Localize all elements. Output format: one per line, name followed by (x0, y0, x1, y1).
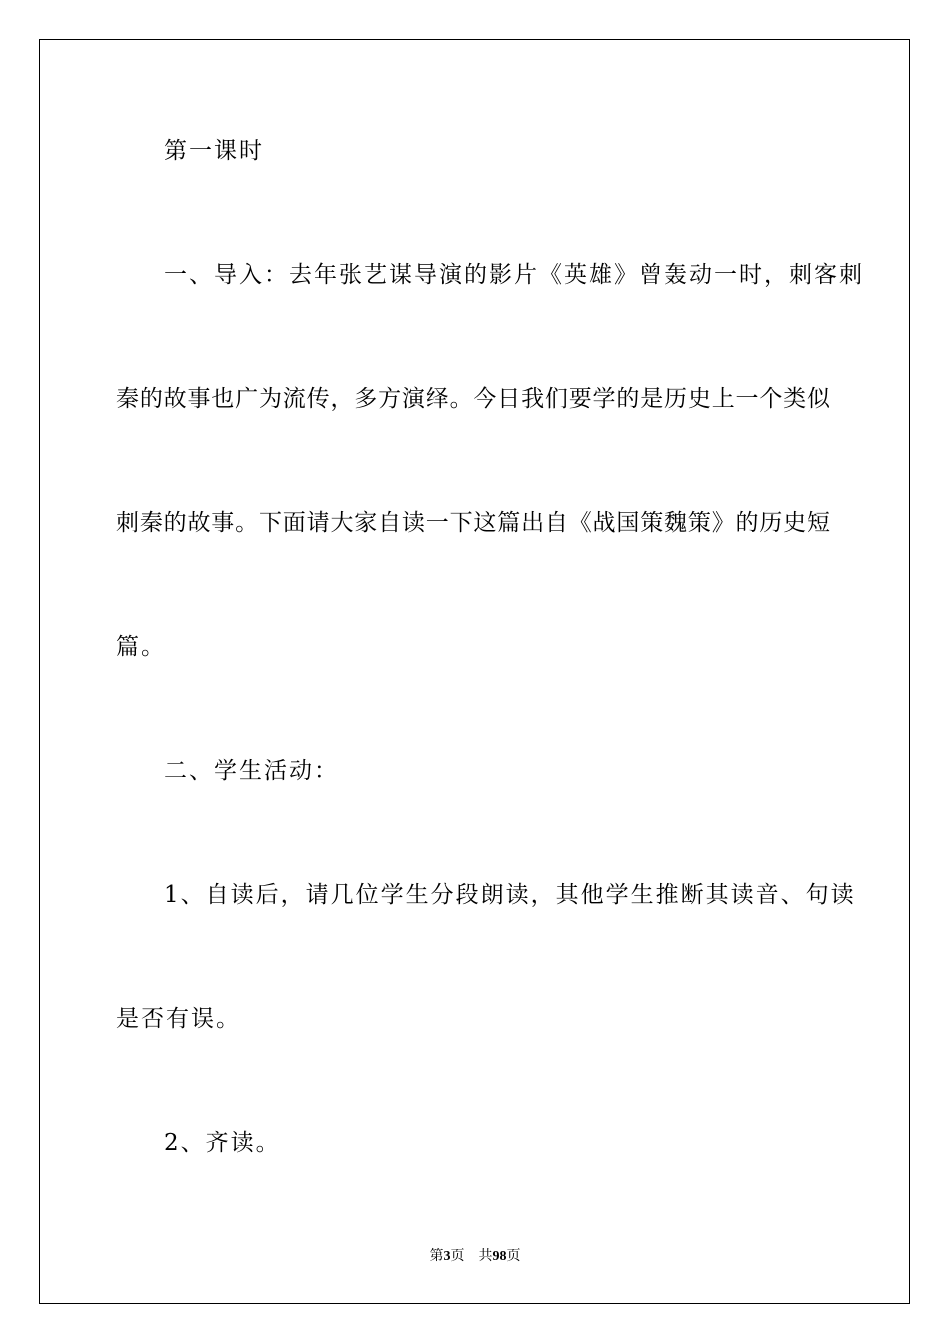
paragraph-line: 秦的故事也广为流传，多方演绎。今日我们要学的是历史上一个类似 (116, 386, 830, 412)
total-prefix: 共 (478, 1249, 493, 1264)
paragraph-line: 2、齐读。 (164, 1130, 281, 1156)
page-prefix: 第 (429, 1249, 444, 1264)
page-suffix: 页 (450, 1249, 465, 1264)
page-footer (0, 1248, 950, 1266)
paragraph-line: 一、导入：去年张艺谋导演的影片《英雄》曾轰动一时，刺客刺 (164, 262, 864, 288)
section-heading: 二、学生活动： (164, 758, 339, 784)
paragraph-line: 是否有误。 (116, 1006, 241, 1032)
total-pages: 98 (492, 1249, 507, 1264)
paragraph-line: 1、自读后，请几位学生分段朗读，其他学生推断其读音、句读 (164, 882, 856, 908)
page-number: 3 (443, 1249, 451, 1264)
paragraph-line: 刺秦的故事。下面请大家自读一下这篇出自《战国策魏策》的历史短 (116, 510, 830, 536)
page-frame (39, 39, 910, 1304)
total-suffix: 页 (506, 1249, 521, 1264)
section-heading: 第一课时 (164, 138, 264, 164)
paragraph-line: 篇。 (116, 634, 166, 660)
